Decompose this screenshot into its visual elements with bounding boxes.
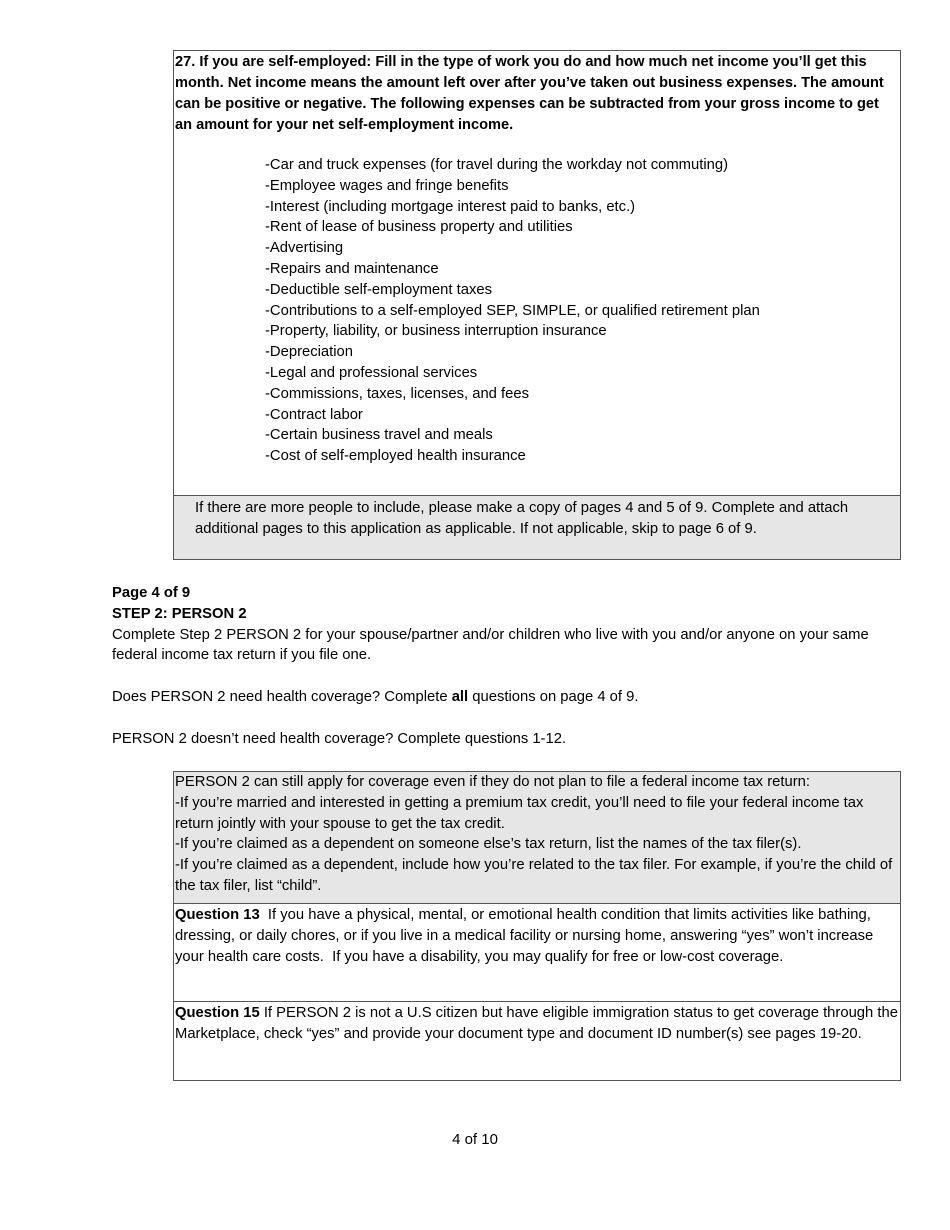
- expense-item: -Rent of lease of business property and utilities: [265, 219, 573, 236]
- expense-item: -Employee wages and fringe benefits: [265, 177, 509, 194]
- page-number: 4 of 10: [452, 1131, 498, 1148]
- additional-people-note: If there are more people to include, please make a copy of pages 4 and 5 of 9. Complete and attach additional pages to this application as applicable. If not applicable, skip to page 6 of 9.: [174, 495, 900, 559]
- expense-item: -Certain business travel and meals: [265, 427, 493, 444]
- question-15-label: Question 15: [175, 1005, 260, 1021]
- person-2-info-box: [173, 771, 901, 1081]
- step-2-person-2-section: [112, 583, 892, 749]
- info-line: PERSON 2 can still apply for coverage even if they do not plan to file a federal income tax return:: [175, 774, 810, 790]
- expense-item: -Contract labor: [265, 406, 363, 423]
- expense-item: -Depreciation: [265, 344, 354, 361]
- no-coverage-instruction: PERSON 2 doesn’t need health coverage? Complete questions 1-12.: [112, 730, 567, 747]
- question-13-label: Question 13: [175, 907, 260, 923]
- expense-item: -Deductible self-employment taxes: [265, 281, 492, 298]
- page-label: Page 4 of 9: [112, 585, 191, 601]
- expense-item: -Cost of self-employed health insurance: [265, 448, 526, 465]
- question-15-note: [174, 1002, 900, 1045]
- expense-item: -Interest (including mortgage interest paid to banks, etc.): [265, 198, 636, 215]
- question-13-text: If you have a physical, mental, or emotional health condition that limits activities like bathing, dressing, or daily chores, or if you live in a medical facility or nursing home, answering “yes” won’t increase your health care costs. If you have a disability, you may qualify for free or low-cost coverage.: [175, 907, 878, 965]
- info-line: -If you’re claimed as a dependent, include how you’re related to the tax filer. For example, if you’re the child of the tax filer, list “child”.: [175, 857, 893, 894]
- info-line: -If you’re married and interested in getting a premium tax credit, you’ll need to file your federal income tax return jointly with your spouse to get the tax credit.: [175, 794, 864, 832]
- step-heading: STEP 2: PERSON 2: [112, 605, 247, 622]
- expense-item: -Repairs and maintenance: [265, 260, 439, 277]
- tax-return-notes: [174, 772, 900, 904]
- question-27-heading: 27. If you are self-employed: Fill in the type of work you do and how much net income you’ll get this month. Net income means the amount left over after you’ve taken out business expenses. The amount can be positive or negative. The following expenses can be subtracted from your gross income to get an amount for your net self-employment income.: [175, 54, 884, 133]
- expense-item: -Advertising: [265, 240, 344, 257]
- expense-item: -Legal and professional services: [265, 364, 478, 381]
- question-15-text: If PERSON 2 is not a U.S citizen but have eligible immigration status to get coverage through the Marketplace, check “yes” and provide your document type and document ID number(s) see pages 19-20.: [175, 1005, 898, 1042]
- expense-list: [265, 155, 760, 467]
- expense-item: -Contributions to a self-employed SEP, SIMPLE, or qualified retirement plan: [265, 302, 760, 319]
- need-coverage-instruction: Does PERSON 2 need health coverage? Complete all questions on page 4 of 9.: [112, 688, 639, 705]
- expense-item: -Property, liability, or business interruption insurance: [265, 323, 607, 340]
- question-13-note: [174, 904, 900, 1002]
- info-line: -If you’re claimed as a dependent on someone else’s tax return, list the names of the tax filer(s).: [175, 836, 802, 853]
- question-27-box: [173, 50, 901, 560]
- expense-item: -Car and truck expenses (for travel during the workday not commuting): [265, 157, 729, 173]
- step-intro: Complete Step 2 PERSON 2 for your spouse/partner and/or children who live with you and/or anyone on your same federal income tax return if you file one.: [112, 626, 869, 664]
- expense-item: -Commissions, taxes, licenses, and fees: [265, 385, 529, 402]
